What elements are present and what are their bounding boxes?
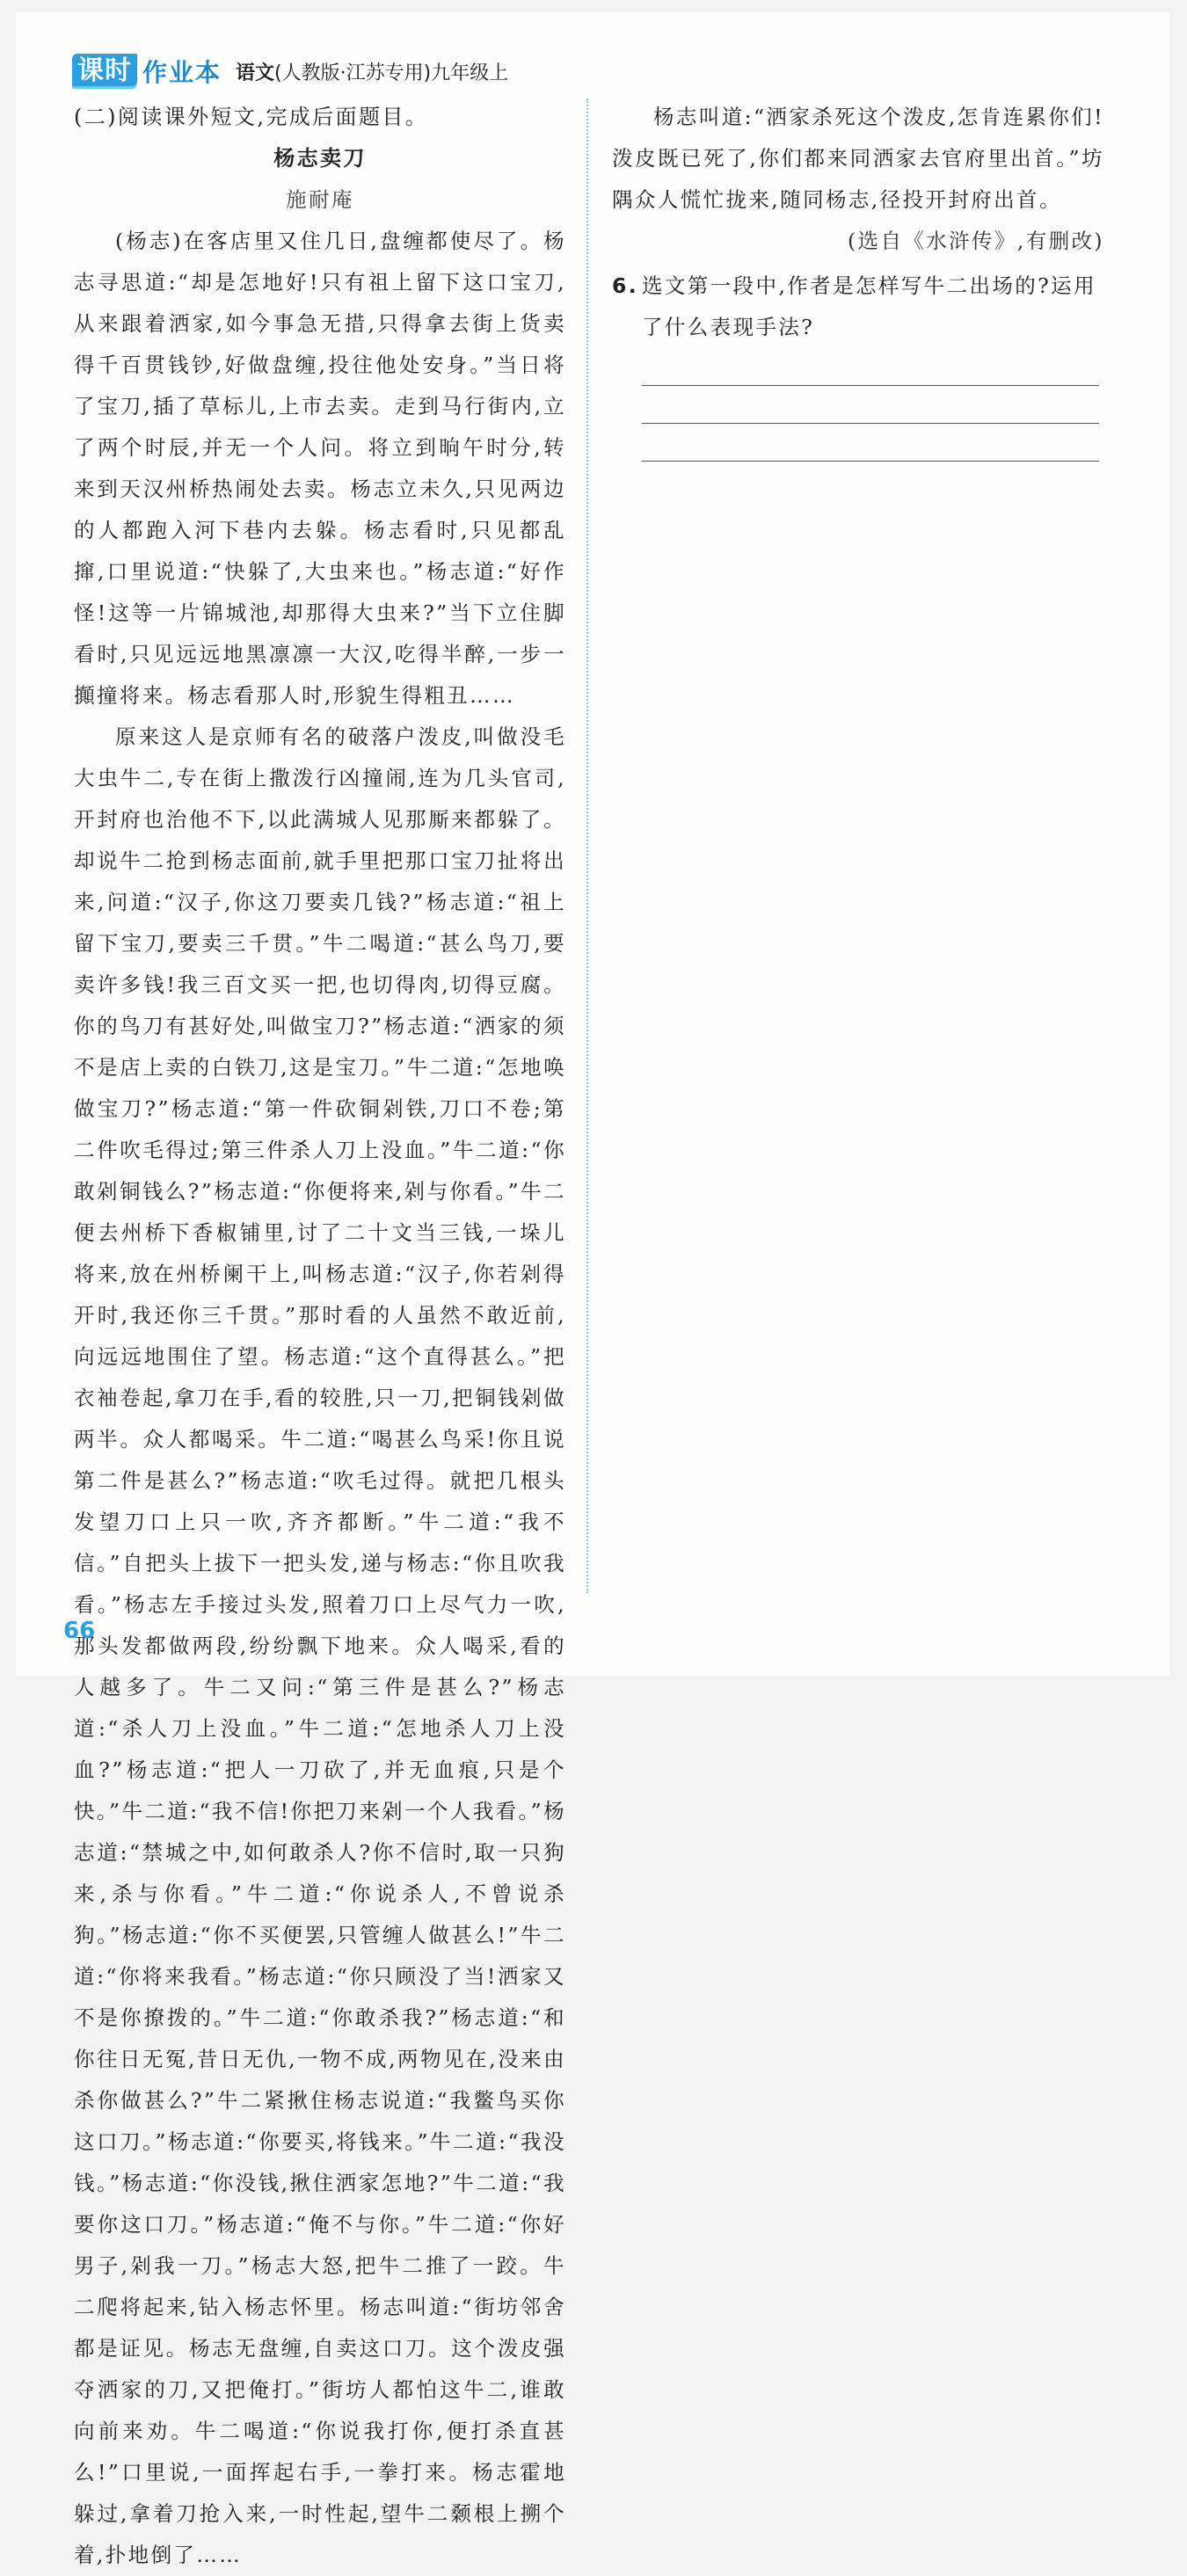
answer-line-3[interactable] — [642, 461, 1099, 462]
paragraph-2: 原来这人是京师有名的破落户泼皮,叫做没毛大虫牛二,专在街上撒泼行凶撞闹,连为几头官司,开封府也治他不下,以此满城人见那厮来都躲了。却说牛二抢到杨志面前,就手里把那口宝刀扯将出来,问道:“汉子,你这刀要卖几钱?”杨志道:“祖上留下宝刀,要卖三千贯。”牛二喝道:“甚么鸟刀,要卖许多钱!我三百文买一把,也切得肉,切得豆腐。你的鸟刀有甚好处,叫做宝刀?”杨志道:“洒家的须不是店上卖的白铁刀,这是宝刀。”牛二道:“怎地唤做宝刀?”杨志道:“第一件砍铜剁铁,刀口不卷;第二件吹毛得过;第三件杀人刀上没血。”牛二道:“你敢剁铜钱么?”杨志道:“你便将来,剁与你看。”牛二便去州桥下香椒铺里,讨了二十文当三钱,一垛儿将来,放在州桥阑干上,叫杨志道:“汉子,你若剁得开时,我还你三千贯。”那时看的人虽然不敢近前,向远远地围住了望。杨志道:“这个直得甚么。”把衣袖卷起,拿刀在手,看的较胜,只一刀,把铜钱剁做两半。众人都喝采。牛二道:“喝甚么鸟采!你且说第二件是甚么?”杨志道:“吹毛过得。就把几根头发望刀口上只一吹,齐齐都断。”牛二道:“我不信。”自把头上拔下一把头发,递与杨志:“你且吹我看。”杨志左手接过头发,照着刀口上尽气力一吹,那头发都做两段,纷纷飘下地来。众人喝采,看的人越多了。牛二又问:“第三件是甚么?”杨志道:“杀人刀上没血。”牛二道:“怎地杀人刀上没血?”杨志道:“把人一刀砍了,并无血痕,只是个快。”牛二道:“我不信!你把刀来剁一个人我看。”杨志道:“禁城之中,如何敢杀人?你不信时,取一只狗来,杀与你看。”牛二道:“你说杀人,不曾说杀狗。”杨志道:“你不买便罢,只管缠人做甚么!”牛二道:“你将来我看。”杨志道:“你只顾没了当!洒家又不是你撩拨的。”牛二道:“你敢杀我?”杨志道:“和你往日无冤,昔日无仇,一物不成,两物见在,没来由杀你做甚么?”牛二紧揪住杨志说道:“我鳖鸟买你这口刀。”杨志道:“你要买,将钱来。”牛二道:“我没钱。”杨志道:“你没钱,揪住洒家怎地?”牛二道:“我要你这口刀。”杨志道:“俺不与你。”牛二道:“你好男子,剁我一刀。”杨志大怒,把牛二推了一跤。牛二爬将起来,钻入杨志怀里。杨志叫道:“街坊邻舍都是证见。杨志无盘缠,自卖这口刀。这个泼皮强夺洒家的刀,又把俺打。”街坊人都怕这牛二,谁敢向前来劝。牛二喝道:“你说我打你,便打杀直甚么!”口里说,一面挥起右手,一拳打来。杨志霍地躲过,拿着刀抢入来,一时性起,望牛二颡根上搠个着,扑地倒了…… — [74, 724, 566, 2567]
question-text: 选文第一段中,作者是怎样写牛二出场的?运用了什么表现手法? — [642, 273, 1096, 339]
subject-detail: (人教版·江苏专用)九年级上 — [274, 62, 509, 84]
subject-label — [236, 58, 508, 85]
question-number: 6. — [612, 273, 639, 298]
section-heading: (二)阅读课外短文,完成后面题目。 — [74, 105, 429, 129]
logo-text: 作业本 — [142, 58, 222, 87]
page-number: 66 — [63, 1618, 96, 1644]
article-author: 施耐庵 — [286, 187, 354, 212]
logo-tag: 课时 — [72, 54, 137, 89]
answer-line-1[interactable] — [642, 385, 1099, 386]
answer-line-2[interactable] — [642, 423, 1099, 424]
column-divider — [586, 98, 588, 1593]
paragraph-3: 杨志叫道:“洒家杀死这个泼皮,怎肯连累你们!泼皮既已死了,你们都来同洒家去官府里出首。”坊隅众人慌忙拢来,随同杨志,径投开封府出首。 — [612, 105, 1104, 212]
subject-main: 语文 — [236, 62, 275, 84]
left-body — [74, 221, 566, 2576]
article-source: (选自《水浒传》,有删改) — [847, 229, 1104, 253]
left-column — [74, 97, 566, 2576]
article-title: 杨志卖刀 — [273, 146, 367, 171]
book-header — [72, 51, 508, 91]
question-6 — [612, 266, 1104, 348]
right-column — [612, 97, 1104, 462]
paragraph-1: (杨志)在客店里又住几日,盘缠都使尽了。杨志寻思道:“却是怎地好!只有祖上留下这口宝刀,从来跟着洒家,如今事急无措,只得拿去街上货卖得千百贯钱钞,好做盘缠,投往他处安身。”当日将了宝刀,插了草标儿,上市去卖。走到马行街内,立了两个时辰,并无一个人问。将立到晌午时分,转来到天汉州桥热闹处去卖。杨志立未久,只见两边的人都跑入河下巷内去躲。杨志看时,只见都乱撺,口里说道:“快躲了,大虫来也。”杨志道:“好作怪!这等一片锦城池,却那得大虫来?”当下立住脚看时,只见远远地黑凛凛一大汉,吃得半醉,一步一攧撞将来。杨志看那人时,形貌生得粗丑…… — [74, 229, 566, 708]
